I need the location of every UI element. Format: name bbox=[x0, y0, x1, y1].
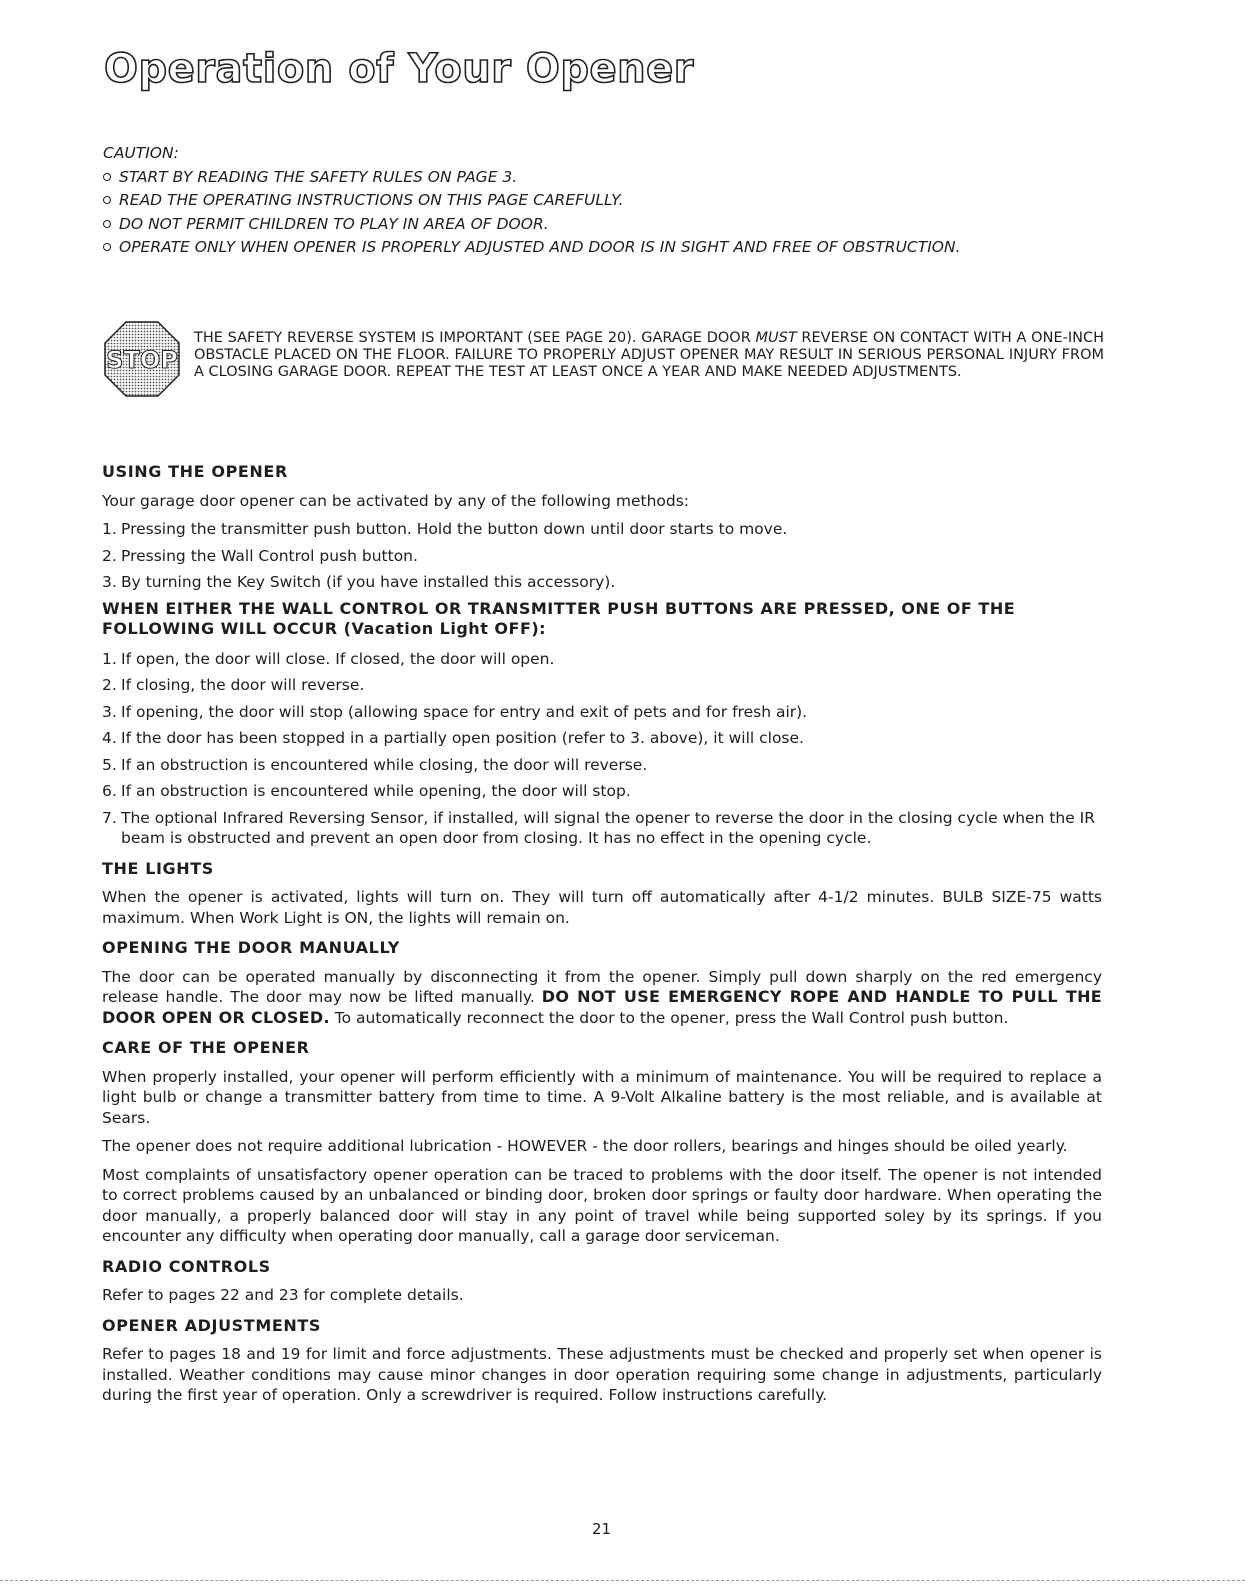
list-number: 2. bbox=[102, 676, 117, 694]
list-text: Pressing the Wall Control push button. bbox=[121, 546, 418, 565]
care-paragraph: Most complaints of unsatisfactory opener operation can be traced to problems with the door itself. The opener is not intended to correct problems caused by an unbalanced or binding door, broken door springs or faulty door hardware. When operating the door manually, a properly balanced door will stay in any point of travel while being supported soley by its springs. If you encounter any difficulty when operating door manually, call a garage door serviceman. bbox=[102, 1165, 1102, 1245]
list-item bbox=[102, 546, 1102, 567]
methods-list bbox=[102, 519, 1102, 593]
list-text: If closing, the door will reverse. bbox=[121, 676, 365, 694]
list-item bbox=[102, 702, 1102, 723]
list-item bbox=[102, 649, 1102, 670]
warning-pre: THE SAFETY REVERSE SYSTEM IS IMPORTANT (SEE PAGE 20). GARAGE DOOR bbox=[194, 330, 756, 346]
caution-item-text: READ THE OPERATING INSTRUCTIONS ON THIS PAGE CAREFULLY. bbox=[119, 191, 624, 209]
caution-item bbox=[103, 189, 1113, 213]
list-item bbox=[102, 519, 1102, 540]
list-text: Pressing the transmitter push button. Hold the button down until door starts to move. bbox=[121, 520, 788, 538]
section-heading-using: USING THE OPENER bbox=[102, 462, 288, 481]
care-paragraph: When properly installed, your opener will perform efficiently with a minimum of maintenance. You will be required to replace a light bulb or change a transmitter battery from time to time. A 9-Volt Alkaline battery is the most reliable, and is available at Sears. bbox=[102, 1067, 1102, 1127]
section-heading-manual: OPENING THE DOOR MANUALLY bbox=[102, 938, 400, 957]
section-heading-lights: THE LIGHTS bbox=[102, 858, 214, 878]
occurrences-list bbox=[102, 649, 1102, 849]
list-number: 3. bbox=[102, 702, 117, 721]
bullet-icon bbox=[103, 243, 111, 251]
list-text: If opening, the door will stop (allowing space for entry and exit of pets and for fresh air). bbox=[121, 702, 808, 721]
adjustments-text: Refer to pages 18 and 19 for limit and force adjustments. These adjustments must be checked and properly set when opener is installed. Weather conditions may cause minor changes in door operation requiring some change in adjustments, particularly during the first year of operation. Only a screwdriver is required. Follow instructions carefully. bbox=[102, 1345, 1102, 1404]
main-content bbox=[102, 462, 1102, 1414]
section-heading-radio: RADIO CONTROLS bbox=[102, 1256, 271, 1276]
page-title: Operation of Your Opener bbox=[104, 46, 695, 92]
caution-item-text: OPERATE ONLY WHEN OPENER IS PROPERLY ADJUSTED AND DOOR IS IN SIGHT AND FREE OF OBSTRUCTION. bbox=[119, 238, 961, 256]
caution-item bbox=[103, 166, 1113, 190]
lights-text: When the opener is activated, lights will turn on. They will turn off automatically after 4-1/2 minutes. BULB SIZE-75 watts maximum. When Work Light is ON, the lights will remain on. bbox=[102, 888, 1102, 927]
caution-item bbox=[103, 213, 1113, 237]
list-item bbox=[102, 728, 1102, 749]
list-number: 1. bbox=[102, 520, 117, 538]
list-number: 7. bbox=[102, 808, 117, 827]
section-heading-adjustments: OPENER ADJUSTMENTS bbox=[102, 1315, 321, 1335]
caution-item-text: DO NOT PERMIT CHILDREN TO PLAY IN AREA OF DOOR. bbox=[119, 214, 549, 233]
list-text: If open, the door will close. If closed, the door will open. bbox=[121, 649, 555, 668]
list-number: 3. bbox=[102, 573, 117, 591]
list-item bbox=[102, 755, 1102, 776]
bottom-divider bbox=[0, 1580, 1245, 1581]
manual-text-post: To automatically reconnect the door to the opener, press the Wall Control push button. bbox=[329, 1008, 1009, 1027]
occurrence-heading: WHEN EITHER THE WALL CONTROL OR TRANSMITTER PUSH BUTTONS ARE PRESSED, ONE OF THE FOLLOWING WILL OCCUR (Vacation Light OFF): bbox=[102, 598, 1016, 638]
bullet-icon bbox=[103, 173, 111, 181]
list-item bbox=[102, 675, 1102, 696]
list-item bbox=[102, 781, 1102, 802]
caution-label: CAUTION: bbox=[103, 144, 179, 162]
section-heading-care: CARE OF THE OPENER bbox=[102, 1038, 310, 1057]
caution-item-text: START BY READING THE SAFETY RULES ON PAGE 3. bbox=[119, 167, 518, 186]
bullet-icon bbox=[103, 196, 111, 204]
list-number: 2. bbox=[102, 546, 117, 565]
caution-block bbox=[103, 142, 1113, 260]
list-number: 6. bbox=[102, 782, 117, 800]
list-number: 1. bbox=[102, 649, 117, 668]
list-text: By turning the Key Switch (if you have installed this accessory). bbox=[121, 573, 616, 591]
stop-sign-text: STOP bbox=[106, 346, 178, 374]
list-text: If the door has been stopped in a partially open position (refer to 3. above), it will close. bbox=[121, 729, 804, 747]
warning-emphasis: MUST bbox=[755, 330, 797, 346]
warning-post: REVERSE ON CONTACT WITH A ONE-INCH OBSTACLE PLACED ON THE FLOOR. FAILURE TO PROPERLY ADJUST OPENER MAY RESULT IN SERIOUS PERSONAL INJURY FROM A CLOSING GARAGE DOOR. REPEAT THE TEST AT LEAST ONCE A YEAR AND MAKE NEEDED ADJUSTMENTS. bbox=[194, 330, 1104, 380]
manual-text-pre: The door can be operated manually by disconnecting it from the opener. Simply pull down sharply on the red emergency release handle. The door may now be lifted manually. bbox=[102, 967, 1102, 1006]
list-text: If an obstruction is encountered while closing, the door will reverse. bbox=[121, 755, 648, 774]
care-paragraph: The opener does not require additional lubrication - HOWEVER - the door rollers, bearings and hinges should be oiled yearly. bbox=[102, 1137, 1068, 1155]
radio-text: Refer to pages 22 and 23 for complete details. bbox=[102, 1286, 464, 1304]
bullet-icon bbox=[103, 220, 111, 228]
caution-item bbox=[103, 236, 1113, 260]
manual-warning: DO NOT USE EMERGENCY ROPE AND HANDLE TO PULL THE DOOR OPEN OR CLOSED. bbox=[102, 987, 1102, 1027]
list-number: 5. bbox=[102, 755, 117, 774]
list-number: 4. bbox=[102, 729, 117, 747]
list-text: The optional Infrared Reversing Sensor, if installed, will signal the opener to reverse the door in the closing cycle when the IR beam is obstructed and prevent an open door from closing. It has no effect in the opening cycle. bbox=[121, 808, 1096, 847]
page-number: 21 bbox=[592, 1520, 612, 1538]
list-item bbox=[102, 572, 1102, 593]
list-item bbox=[102, 808, 1102, 849]
stop-sign-icon bbox=[104, 321, 180, 397]
using-intro: Your garage door opener can be activated by any of the following methods: bbox=[102, 491, 690, 510]
manual-text bbox=[102, 967, 1102, 1029]
list-text: If an obstruction is encountered while opening, the door will stop. bbox=[121, 782, 631, 800]
warning-text bbox=[194, 330, 1104, 381]
